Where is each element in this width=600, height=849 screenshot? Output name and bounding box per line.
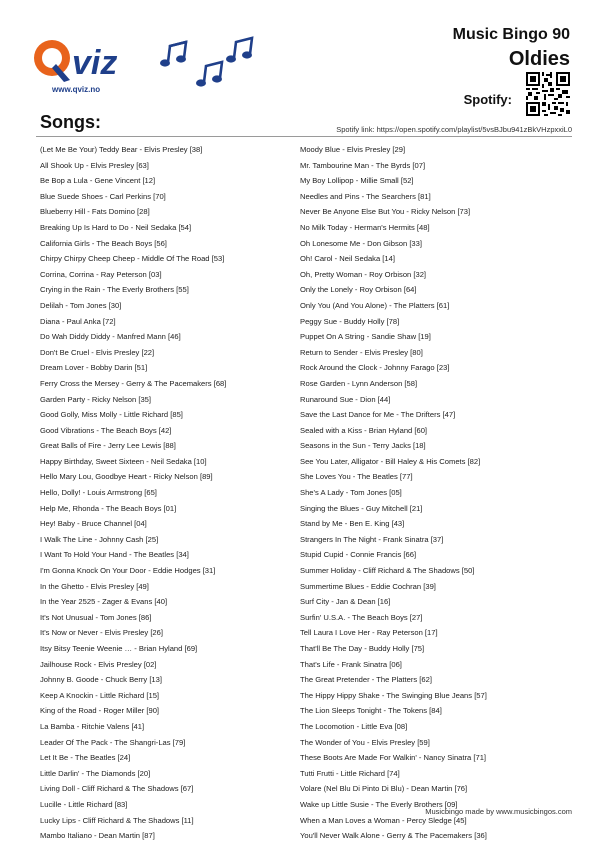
song-item: Ferry Cross the Mersey - Gerry & The Pacemakers [68] bbox=[40, 378, 227, 388]
song-item: Wake up Little Susie - The Everly Brothers [09] bbox=[300, 799, 458, 809]
song-item: Keep A Knockin - Little Richard [15] bbox=[40, 690, 160, 700]
song-item: Hello Mary Lou, Goodbye Heart - Ricky Nelson [89] bbox=[40, 472, 213, 482]
song-item: Johnny B. Goode - Chuck Berry [13] bbox=[40, 675, 162, 685]
song-item: Seasons in the Sun - Terry Jacks [18] bbox=[300, 441, 426, 451]
song-item: When a Man Loves a Woman - Percy Sledge [45] bbox=[300, 815, 467, 825]
song-item: Oh Lonesome Me - Don Gibson [33] bbox=[300, 238, 422, 248]
qviz-logo bbox=[30, 30, 150, 100]
song-item: Puppet On A String - Sandie Shaw [19] bbox=[300, 332, 431, 342]
song-item: Do Wah Diddy Diddy - Manfred Mann [46] bbox=[40, 332, 181, 342]
song-item: Hello, Dolly! - Louis Armstrong [65] bbox=[40, 488, 157, 498]
songs-list-left bbox=[40, 142, 295, 844]
songs-heading: Songs: bbox=[40, 112, 101, 132]
song-item: Delilah - Tom Jones [30] bbox=[40, 300, 122, 310]
footer-credit: Musicbingo made by www.musicbingos.com bbox=[425, 807, 572, 816]
song-item: Mr. Tambourine Man - The Byrds [07] bbox=[300, 160, 426, 170]
song-item: In the Year 2525 - Zager & Evans [40] bbox=[40, 597, 168, 607]
song-item: Sealed with a Kiss - Brian Hyland [60] bbox=[300, 425, 428, 435]
song-item: Summertime Blues - Eddie Cochran [39] bbox=[300, 581, 436, 591]
song-item: King of the Road - Roger Miller [90] bbox=[40, 706, 160, 716]
song-item: In the Ghetto - Elvis Presley [49] bbox=[40, 581, 149, 591]
song-item: Blueberry Hill - Fats Domino [28] bbox=[40, 207, 150, 217]
song-item: Return to Sender - Elvis Presley [80] bbox=[300, 347, 423, 357]
song-item: The Wonder of You - Elvis Presley [59] bbox=[300, 737, 430, 747]
song-item: Singing the Blues - Guy Mitchell [21] bbox=[300, 503, 423, 513]
song-item: Tutti Frutti - Little Richard [74] bbox=[300, 768, 400, 778]
song-item: Needles and Pins - The Searchers [81] bbox=[300, 191, 431, 201]
song-item: The Lion Sleeps Tonight - The Tokens [84] bbox=[300, 706, 442, 716]
song-item: Oh, Pretty Woman - Roy Orbison [32] bbox=[300, 269, 427, 279]
song-item: It's Not Unusual - Tom Jones [86] bbox=[40, 612, 152, 622]
song-item: Crying in the Rain - The Everly Brothers [55] bbox=[40, 285, 189, 295]
song-item: Volare (Nel Blu Di Pinto Di Blu) - Dean Martin [76] bbox=[300, 784, 468, 794]
song-item: (Let Me Be Your) Teddy Bear - Elvis Presley [38] bbox=[40, 145, 203, 154]
qviz-logo-graphic bbox=[30, 30, 150, 100]
song-item: She Loves You - The Beatles [77] bbox=[300, 472, 413, 482]
song-item: Good Golly, Miss Molly - Little Richard [85] bbox=[40, 410, 183, 420]
song-item: Happy Birthday, Sweet Sixteen - Neil Sedaka [10] bbox=[40, 456, 207, 466]
song-item: Breaking Up Is Hard to Do - Neil Sedaka [54] bbox=[40, 222, 192, 232]
song-item: Surfin' U.S.A. - The Beach Boys [27] bbox=[300, 612, 423, 622]
song-item: Jailhouse Rock - Elvis Presley [02] bbox=[40, 659, 157, 669]
song-item: Only the Lonely - Roy Orbison [64] bbox=[300, 285, 417, 295]
song-item: Let It Be - The Beatles [24] bbox=[40, 753, 131, 763]
song-item: California Girls - The Beach Boys [56] bbox=[40, 238, 167, 248]
song-item: Living Doll - Cliff Richard & The Shadows [67] bbox=[40, 784, 194, 794]
song-item: That's Life - Frank Sinatra [06] bbox=[300, 659, 402, 669]
song-item: The Great Pretender - The Platters [62] bbox=[300, 675, 432, 685]
song-item: You'll Never Walk Alone - Gerry & The Pacemakers [36] bbox=[300, 831, 487, 841]
song-item: Hey! Baby - Bruce Channel [04] bbox=[40, 519, 147, 529]
song-item: Be Bop a Lula - Gene Vincent [12] bbox=[40, 176, 156, 186]
song-item: The Hippy Hippy Shake - The Swinging Blue Jeans [57] bbox=[300, 690, 487, 700]
song-item: These Boots Are Made For Walkin' - Nancy Sinatra [71] bbox=[300, 753, 487, 763]
song-item: Only You (And You Alone) - The Platters [61] bbox=[300, 300, 450, 310]
song-item: Chirpy Chirpy Cheep Cheep - Middle Of The Road [53] bbox=[40, 254, 225, 264]
song-item: No Milk Today - Herman's Hermits [48] bbox=[300, 222, 430, 232]
song-item: Runaround Sue - Dion [44] bbox=[300, 394, 391, 404]
songs-list-right bbox=[300, 142, 555, 844]
song-item: She's A Lady - Tom Jones [05] bbox=[300, 488, 402, 498]
song-item: Never Be Anyone Else But You - Ricky Nelson [73] bbox=[300, 207, 471, 217]
song-item: Blue Suede Shoes - Carl Perkins [70] bbox=[40, 191, 166, 201]
song-item: Help Me, Rhonda - The Beach Boys [01] bbox=[40, 503, 177, 513]
song-item: All Shook Up - Elvis Presley [63] bbox=[40, 160, 149, 170]
song-item: I'm Gonna Knock On Your Door - Eddie Hodges [31] bbox=[40, 566, 216, 576]
spotify-label: Spotify: bbox=[463, 92, 512, 107]
song-item: Diana - Paul Anka [72] bbox=[40, 316, 116, 326]
song-item: Peggy Sue - Buddy Holly [78] bbox=[300, 316, 400, 326]
song-item: Save the Last Dance for Me - The Drifters [47] bbox=[300, 410, 456, 420]
song-item: See You Later, Alligator - Bill Haley & His Comets [82] bbox=[300, 456, 481, 466]
song-item: Itsy Bitsy Teenie Weenie … - Brian Hyland [69] bbox=[40, 644, 198, 653]
song-item: I Want To Hold Your Hand - The Beatles [34] bbox=[40, 550, 189, 560]
song-item: The Locomotion - Little Eva [08] bbox=[300, 721, 408, 731]
music-notes-icon bbox=[160, 32, 270, 94]
song-item: Oh! Carol - Neil Sedaka [14] bbox=[300, 254, 395, 264]
song-item: La Bamba - Ritchie Valens [41] bbox=[40, 721, 145, 731]
spotify-link[interactable]: Spotify link: https://open.spotify.com/playlist/5vsBJbu941zBkVHzpxxiL0 bbox=[336, 125, 572, 134]
song-item: Moody Blue - Elvis Presley [29] bbox=[300, 145, 406, 154]
song-item: That'll Be The Day - Buddy Holly [75] bbox=[300, 644, 425, 653]
bingo-title: Music Bingo 90 bbox=[452, 26, 570, 43]
song-item: Surf City - Jan & Dean [16] bbox=[300, 597, 391, 607]
song-item: Good Vibrations - The Beach Boys [42] bbox=[40, 425, 172, 435]
song-item: Summer Holiday - Cliff Richard & The Shadows [50] bbox=[300, 566, 475, 576]
svg-text:viz: viz bbox=[72, 44, 118, 82]
song-item: It's Now or Never - Elvis Presley [26] bbox=[40, 628, 163, 638]
song-item: Strangers In The Night - Frank Sinatra [37] bbox=[300, 534, 444, 544]
bingo-subtitle: Oldies bbox=[508, 48, 570, 70]
song-item: Tell Laura I Love Her - Ray Peterson [17] bbox=[300, 628, 438, 638]
song-item: Don't Be Cruel - Elvis Presley [22] bbox=[40, 347, 155, 357]
song-item: Little Darlin' - The Diamonds [20] bbox=[40, 768, 151, 778]
qr-code-icon[interactable] bbox=[526, 72, 570, 116]
song-item: Leader Of The Pack - The Shangri-Las [79] bbox=[40, 737, 186, 747]
song-item: Garden Party - Ricky Nelson [35] bbox=[40, 394, 151, 404]
song-item: Stand by Me - Ben E. King [43] bbox=[300, 519, 405, 529]
divider bbox=[36, 136, 572, 137]
song-item: Rose Garden - Lynn Anderson [58] bbox=[300, 378, 418, 388]
song-item: Rock Around the Clock - Johnny Farago [23] bbox=[300, 363, 450, 373]
logo-url: www.qviz.no bbox=[52, 85, 101, 94]
song-item: My Boy Lollipop - Millie Small [52] bbox=[300, 176, 414, 186]
song-item: Mambo Italiano - Dean Martin [87] bbox=[40, 831, 155, 841]
song-item: I Walk The Line - Johnny Cash [25] bbox=[40, 534, 159, 544]
song-item: Lucky Lips - Cliff Richard & The Shadows [11] bbox=[40, 815, 194, 825]
song-item: Great Balls of Fire - Jerry Lee Lewis [88] bbox=[40, 441, 176, 451]
song-item: Dream Lover - Bobby Darin [51] bbox=[40, 363, 148, 373]
song-item: Stupid Cupid - Connie Francis [66] bbox=[300, 550, 417, 560]
song-item: Corrina, Corrina - Ray Peterson [03] bbox=[40, 269, 162, 279]
song-item: Lucille - Little Richard [83] bbox=[40, 799, 128, 809]
